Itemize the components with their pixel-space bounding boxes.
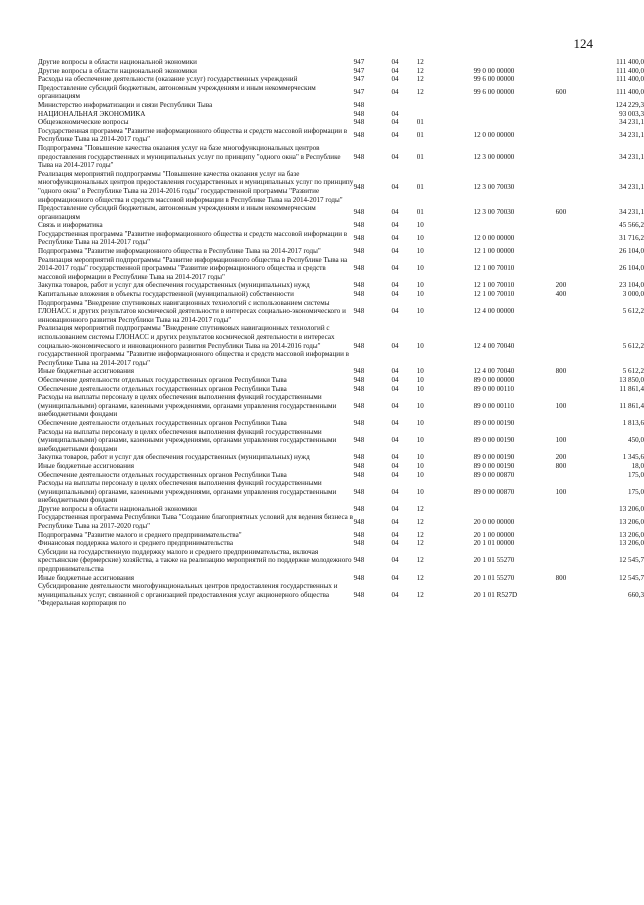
table-row xyxy=(38,471,644,480)
section-code: 04 xyxy=(391,307,399,316)
expense-type-code xyxy=(556,144,590,170)
item-name: Министерство информатизации и связи Республики Тыва xyxy=(38,100,213,109)
table-row xyxy=(38,58,644,67)
target-article-code: 89 0 00 00000 xyxy=(473,375,515,384)
target-article-code: 12 1 00 70010 xyxy=(473,264,515,273)
table-row xyxy=(38,247,644,256)
item-name: Обеспечение деятельности отдельных государственных органов Республики Тыва xyxy=(38,375,287,384)
subsection-code: 10 xyxy=(416,281,424,290)
section-code: 04 xyxy=(391,208,399,217)
section-code: 04 xyxy=(391,453,399,462)
department-code: 948 xyxy=(353,247,365,256)
item-name: Подпрограмма "Развитие малого и среднего предпринимательства" xyxy=(38,530,242,539)
subsection-code: 10 xyxy=(416,307,424,316)
section-code: 04 xyxy=(391,504,399,513)
amount: 34 231,1 xyxy=(619,152,644,161)
budget-table-body xyxy=(38,58,644,608)
section-code: 04 xyxy=(391,131,399,140)
subsection-code xyxy=(417,101,474,110)
subsection-code: 10 xyxy=(416,418,424,427)
amount: 11 861,4 xyxy=(619,384,644,393)
section-code: 04 xyxy=(391,66,399,75)
department-code: 948 xyxy=(353,517,365,526)
item-name: Расходы на выплаты персоналу в целях обеспечения выполнения функций государственными (муниципальными) органами, казенными учреждениями, органами управления государственными внебюджетными фондами xyxy=(38,393,337,419)
target-article-code: 20 0 00 00000 xyxy=(473,517,515,526)
expense-type-code xyxy=(556,299,590,325)
expense-type-code xyxy=(556,75,590,84)
expense-type-code xyxy=(556,230,590,247)
department-code: 948 xyxy=(353,504,365,513)
expense-type-code xyxy=(556,127,590,144)
item-name: Подпрограмма "Внедрение спутниковых навигационных технологий с использованием системы ГЛОНАСС и других результатов космической деятельности в интересах социально-экономического и инновационного развития Республики Тыва на 2014-2017 годы" xyxy=(38,298,346,324)
department-code: 948 xyxy=(353,208,365,217)
target-article-code: 12 1 00 70010 xyxy=(473,281,515,290)
amount: 13 206,0 xyxy=(619,517,644,526)
department-code: 948 xyxy=(353,470,365,479)
expense-type-code xyxy=(556,221,590,230)
target-article-code: 20 1 01 00000 xyxy=(473,539,515,548)
expense-type-code xyxy=(556,539,590,548)
item-name: Другие вопросы в области национальной экономики xyxy=(38,66,197,75)
amount: 13 206,0 xyxy=(619,530,644,539)
expense-type-code xyxy=(556,548,590,574)
budget-table xyxy=(38,58,644,608)
expense-type-code xyxy=(556,118,590,127)
department-code: 948 xyxy=(353,556,365,565)
section-code: 04 xyxy=(391,539,399,548)
subsection-code: 12 xyxy=(416,58,424,66)
amount: 34 231,1 xyxy=(619,131,644,140)
target-article-code: 20 1 01 55270 xyxy=(473,573,515,582)
department-code: 947 xyxy=(353,88,365,97)
subsection-code: 01 xyxy=(416,182,424,191)
section-code: 04 xyxy=(391,401,399,410)
subsection-code: 10 xyxy=(416,384,424,393)
subsection-code: 01 xyxy=(416,208,424,217)
table-row xyxy=(38,118,644,127)
department-code: 948 xyxy=(353,487,365,496)
expense-type-code xyxy=(556,513,590,530)
section-code: 04 xyxy=(391,341,399,350)
section-code: 04 xyxy=(391,375,399,384)
department-code: 948 xyxy=(353,100,365,109)
table-row xyxy=(38,582,644,608)
section-code: 04 xyxy=(391,247,399,256)
table-row xyxy=(38,281,644,290)
subsection-code: 01 xyxy=(416,118,424,127)
table-row xyxy=(38,170,644,204)
subsection-code: 12 xyxy=(416,517,424,526)
department-code: 947 xyxy=(353,75,365,84)
department-code: 948 xyxy=(353,131,365,140)
subsection-code: 12 xyxy=(416,66,424,75)
amount: 13 206,0 xyxy=(619,539,644,548)
subsection-code: 10 xyxy=(416,436,424,445)
amount: 5 612,2 xyxy=(622,307,644,316)
table-row xyxy=(38,67,644,76)
amount: 450,0 xyxy=(628,436,644,445)
item-name: Государственная программа "Развитие информационного общества и средств массовой информации в Республике Тыва на 2014-2017 годы" xyxy=(38,229,348,247)
section-code: 04 xyxy=(391,118,399,127)
table-row xyxy=(38,462,644,471)
table-row xyxy=(38,513,644,530)
department-code: 948 xyxy=(353,453,365,462)
table-row xyxy=(38,290,644,299)
department-code: 948 xyxy=(353,418,365,427)
table-row xyxy=(38,367,644,376)
subsection-code: 10 xyxy=(416,375,424,384)
section-code: 04 xyxy=(391,418,399,427)
expense-type-code xyxy=(556,419,590,428)
section-code: 04 xyxy=(391,556,399,565)
table-row xyxy=(38,256,644,282)
department-code: 948 xyxy=(353,264,365,273)
section-code: 04 xyxy=(391,221,399,230)
section-code: 04 xyxy=(391,367,399,376)
amount: 13 206,0 xyxy=(619,504,644,513)
expense-type-code xyxy=(556,505,590,514)
target-article-code: 12 3 00 70030 xyxy=(473,208,515,217)
table-row xyxy=(38,376,644,385)
amount: 660,3 xyxy=(628,590,644,599)
department-code: 948 xyxy=(353,182,365,191)
item-name: Государственная программа Республики Тыва "Создание благоприятных условий для ведения бизнеса в Республике Тыва на 2017-2020 годы" xyxy=(38,513,353,531)
target-article-code xyxy=(474,58,556,67)
department-code: 948 xyxy=(353,461,365,470)
item-name: Предоставление субсидий бюджетным, автономным учреждениям и иным некоммерческим организациям xyxy=(38,83,316,101)
expense-type-code xyxy=(556,531,590,540)
expense-type-code: 100 xyxy=(555,487,567,496)
subsection-code: 12 xyxy=(416,530,424,539)
subsection-code: 10 xyxy=(416,461,424,470)
item-name: Субсидирование деятельности многофункциональных центров предоставления государственных и муниципальных услуг, связанной с организацией предоставления услуг акционерного общества "Федеральная корпорация по xyxy=(38,582,338,608)
expense-type-code: 600 xyxy=(555,88,567,97)
amount: 26 104,0 xyxy=(619,247,644,256)
section-code: 04 xyxy=(391,590,399,599)
expense-type-code xyxy=(556,256,590,282)
expense-type-code: 800 xyxy=(555,367,567,376)
target-article-code: 12 1 00 70010 xyxy=(473,290,515,299)
amount: 34 231,1 xyxy=(619,208,644,217)
target-article-code xyxy=(474,110,556,119)
expense-type-code: 600 xyxy=(555,208,567,217)
table-row xyxy=(38,101,644,110)
section-code: 04 xyxy=(391,58,399,66)
section-code: 04 xyxy=(391,290,399,299)
subsection-code: 10 xyxy=(416,401,424,410)
expense-type-code xyxy=(556,110,590,119)
section-code: 04 xyxy=(391,109,399,118)
table-row xyxy=(38,419,644,428)
expense-type-code xyxy=(556,67,590,76)
amount: 1 345,6 xyxy=(622,453,644,462)
table-row xyxy=(38,324,644,367)
target-article-code: 12 3 00 70030 xyxy=(473,182,515,191)
department-code: 948 xyxy=(353,152,365,161)
section-code: 04 xyxy=(391,281,399,290)
amount: 12 545,7 xyxy=(619,573,644,582)
item-name: Реализация мероприятий подпрограммы "Повышение качества оказания услуг на базе многофункциональных центров предоставления государственных и муниципальных услуг по принципу "одного окна" в Республике Тыва на 2014-2016 годы" государственной программы "Развитие информационного общества и средств массовой информации в Республике Тыва на 2014-2017 годы" xyxy=(38,169,354,204)
target-article-code: 12 4 00 70040 xyxy=(473,367,515,376)
expense-type-code xyxy=(556,376,590,385)
table-row xyxy=(38,479,644,505)
department-code: 948 xyxy=(353,341,365,350)
table-row xyxy=(38,548,644,574)
amount: 175,0 xyxy=(628,487,644,496)
item-name: Закупка товаров, работ и услуг для обеспечения государственных (муниципальных) нужд xyxy=(38,281,310,290)
amount: 93 003,3 xyxy=(619,109,644,118)
target-article-code: 89 0 00 00190 xyxy=(473,418,515,427)
expense-type-code: 100 xyxy=(555,436,567,445)
item-name: Реализация мероприятий подпрограммы "Развитие информационного общества в Республике Тыва на 2014-2017 годы" государственной программы "Развитие информационного общества и средств массовой информации в Республике Тыва на 2014-2017 годы" xyxy=(38,255,348,281)
item-name: Расходы на обеспечение деятельности (оказание услуг) государственных учреждений xyxy=(38,75,298,84)
amount: 1 813,6 xyxy=(622,418,644,427)
item-name: Расходы на выплаты персоналу в целях обеспечения выполнения функций государственными (муниципальными) органами, казенными учреждениями, органами управления государственными внебюджетными фондами xyxy=(38,427,337,453)
expense-type-code xyxy=(556,385,590,394)
target-article-code xyxy=(474,505,556,514)
target-article-code: 99 0 00 00000 xyxy=(473,66,515,75)
item-name: Обеспечение деятельности отдельных государственных органов Республики Тыва xyxy=(38,384,287,393)
item-name: Финансовая поддержка малого и среднего предпринимательства xyxy=(38,539,234,548)
table-row xyxy=(38,230,644,247)
section-code: 04 xyxy=(391,182,399,191)
subsection-code xyxy=(417,110,474,119)
target-article-code: 12 3 00 00000 xyxy=(473,152,515,161)
section-code: 04 xyxy=(391,487,399,496)
subsection-code: 10 xyxy=(416,341,424,350)
expense-type-code: 100 xyxy=(555,401,567,410)
amount: 111 400,0 xyxy=(616,58,644,66)
table-row xyxy=(38,539,644,548)
department-code: 948 xyxy=(353,530,365,539)
amount: 45 566,2 xyxy=(619,221,644,230)
table-row xyxy=(38,127,644,144)
item-name: Предоставление субсидий бюджетным, автономным учреждениям и иным некоммерческим организациям xyxy=(38,204,316,221)
item-name: Иные бюджетные ассигнования xyxy=(38,367,135,376)
target-article-code: 20 1 00 00000 xyxy=(473,530,515,539)
amount: 23 104,0 xyxy=(619,281,644,290)
item-name: Расходы на выплаты персоналу в целях обеспечения выполнения функций государственными (муниципальными) органами, казенными учреждениями, органами управления государственными внебюджетными фондами xyxy=(38,479,337,505)
item-name: Подпрограмма "Развитие информационного общества в Республике Тыва на 2014-2017 годы" xyxy=(38,247,321,256)
expense-type-code: 800 xyxy=(555,573,567,582)
department-code: 948 xyxy=(353,234,365,243)
item-name: Реализация мероприятий подпрограммы "Внедрение спутниковых навигационных технологий с использованием системы ГЛОНАСС и других результатов космической деятельности в интересах социально-экономического и инновационного развития Республики Тыва на 2014-2016 годы" государственной программы "Развитие информационного общества и средств массовой информации в Республике Тыва на 2014-2017 годы" xyxy=(38,324,349,367)
table-row xyxy=(38,299,644,325)
item-name: Другие вопросы в области национальной экономики xyxy=(38,504,197,513)
target-article-code: 99 6 00 00000 xyxy=(473,75,515,84)
department-code: 948 xyxy=(353,375,365,384)
table-row xyxy=(38,204,644,221)
amount: 5 612,2 xyxy=(622,341,644,350)
target-article-code: 20 1 01 55270 xyxy=(473,556,515,565)
subsection-code: 10 xyxy=(416,221,424,230)
item-name: Связь и информатика xyxy=(38,221,103,230)
section-code: 04 xyxy=(391,264,399,273)
item-name: Обеспечение деятельности отдельных государственных органов Республики Тыва xyxy=(38,470,287,479)
target-article-code: 12 0 00 00000 xyxy=(473,131,515,140)
department-code: 948 xyxy=(353,307,365,316)
amount: 34 231,1 xyxy=(619,118,644,127)
amount: 111 400,0 xyxy=(616,75,644,84)
amount: 31 716,2 xyxy=(619,234,644,243)
target-article-code: 12 4 00 00000 xyxy=(473,307,515,316)
subsection-code: 10 xyxy=(416,264,424,273)
section-code: 04 xyxy=(391,436,399,445)
department-code: 948 xyxy=(353,401,365,410)
subsection-code: 12 xyxy=(416,88,424,97)
table-row xyxy=(38,110,644,119)
expense-type-code xyxy=(556,582,590,608)
target-article-code: 89 0 00 00110 xyxy=(473,401,515,410)
amount: 175,0 xyxy=(628,470,644,479)
item-name: Государственная программа "Развитие информационного общества и средств массовой информации в Республике Тыва на 2014-2017 годы" xyxy=(38,126,348,144)
subsection-code: 12 xyxy=(416,573,424,582)
target-article-code: 89 0 00 00190 xyxy=(473,436,515,445)
item-name: Общеэкономические вопросы xyxy=(38,118,129,127)
subsection-code: 01 xyxy=(416,131,424,140)
subsection-code: 10 xyxy=(416,367,424,376)
expense-type-code: 200 xyxy=(555,281,567,290)
subsection-code: 10 xyxy=(416,247,424,256)
department-code: 947 xyxy=(353,58,365,66)
item-name: Обеспечение деятельности отдельных государственных органов Республики Тыва xyxy=(38,418,287,427)
department-code: 948 xyxy=(353,539,365,548)
table-row xyxy=(38,393,644,419)
subsection-code: 10 xyxy=(416,487,424,496)
item-name: Капитальные вложения в объекты государственной (муниципальной) собственности xyxy=(38,290,294,299)
table-row xyxy=(38,385,644,394)
target-article-code: 12 0 00 00000 xyxy=(473,234,515,243)
subsection-code: 01 xyxy=(416,152,424,161)
target-article-code: 89 0 00 00190 xyxy=(473,453,515,462)
table-row xyxy=(38,75,644,84)
department-code: 948 xyxy=(353,109,365,118)
section-code: 04 xyxy=(391,530,399,539)
subsection-code: 12 xyxy=(416,75,424,84)
section-code: 04 xyxy=(391,517,399,526)
amount: 11 861,4 xyxy=(619,401,644,410)
amount: 34 231,1 xyxy=(619,182,644,191)
table-row xyxy=(38,144,644,170)
expense-type-code: 200 xyxy=(555,453,567,462)
section-code xyxy=(392,101,417,110)
target-article-code: 89 0 00 00110 xyxy=(473,384,515,393)
item-name: Субсидии на государственную поддержку малого и среднего предпринимательства, включая крестьянские (фермерские) хозяйства, а также на реализацию мероприятий по поддержке молодежного предпринимательства xyxy=(38,547,352,574)
table-row xyxy=(38,428,644,454)
department-code: 948 xyxy=(353,384,365,393)
target-article-code xyxy=(474,221,556,230)
page-number: 124 xyxy=(573,36,593,51)
subsection-code: 10 xyxy=(416,290,424,299)
target-article-code: 89 0 00 00870 xyxy=(473,487,515,496)
amount: 5 612,2 xyxy=(622,367,644,376)
amount: 124 229,3 xyxy=(615,100,644,109)
section-code: 04 xyxy=(391,75,399,84)
section-code: 04 xyxy=(391,461,399,470)
subsection-code: 12 xyxy=(416,556,424,565)
subsection-code: 12 xyxy=(416,539,424,548)
table-row xyxy=(38,505,644,514)
target-article-code: 12 1 00 00000 xyxy=(473,247,515,256)
amount: 12 545,7 xyxy=(619,556,644,565)
table-row xyxy=(38,221,644,230)
expense-type-code xyxy=(556,101,590,110)
amount: 26 104,0 xyxy=(619,264,644,273)
target-article-code: 89 0 00 00190 xyxy=(473,461,515,470)
target-article-code: 12 4 00 70040 xyxy=(473,341,515,350)
subsection-code: 10 xyxy=(416,470,424,479)
amount: 18,0 xyxy=(631,461,644,470)
department-code: 948 xyxy=(353,118,365,127)
department-code: 947 xyxy=(353,66,365,75)
expense-type-code xyxy=(556,247,590,256)
amount: 111 400,0 xyxy=(616,88,644,97)
item-name: Другие вопросы в области национальной экономики xyxy=(38,58,197,66)
department-code: 948 xyxy=(353,573,365,582)
department-code: 948 xyxy=(353,367,365,376)
subsection-code: 10 xyxy=(416,453,424,462)
expense-type-code xyxy=(556,170,590,204)
department-code: 948 xyxy=(353,290,365,299)
expense-type-code xyxy=(556,58,590,67)
item-name: Закупка товаров, работ и услуг для обеспечения государственных (муниципальных) нужд xyxy=(38,453,310,462)
department-code: 948 xyxy=(353,281,365,290)
subsection-code: 10 xyxy=(416,234,424,243)
target-article-code: 20 1 01 R527D xyxy=(473,590,518,599)
item-name: Иные бюджетные ассигнования xyxy=(38,461,135,470)
expense-type-code xyxy=(556,324,590,367)
table-row xyxy=(38,453,644,462)
target-article-code: 99 6 00 00000 xyxy=(473,88,515,97)
target-article-code: 89 0 00 00870 xyxy=(473,470,515,479)
section-code: 04 xyxy=(391,88,399,97)
amount: 111 400,0 xyxy=(616,66,644,75)
section-code: 04 xyxy=(391,152,399,161)
expense-type-code xyxy=(556,471,590,480)
item-name: Подпрограмма "Повышение качества оказания услуг на базе многофункциональных центров предоставления государственных и муниципальных услуг по принципу "одного окна" в Республике Тыва на 2014-2017 годы" xyxy=(38,143,341,170)
table-row xyxy=(38,531,644,540)
item-name: Иные бюджетные ассигнования xyxy=(38,573,135,582)
section-code: 04 xyxy=(391,470,399,479)
amount: 13 850,0 xyxy=(619,375,644,384)
subsection-code: 12 xyxy=(416,504,424,513)
target-article-code xyxy=(474,118,556,127)
section-code: 04 xyxy=(391,234,399,243)
amount: 3 000,0 xyxy=(622,290,644,299)
department-code: 948 xyxy=(353,221,365,230)
table-row xyxy=(38,84,644,101)
subsection-code: 12 xyxy=(416,590,424,599)
expense-type-code: 800 xyxy=(555,461,567,470)
item-name: НАЦИОНАЛЬНАЯ ЭКОНОМИКА xyxy=(38,109,146,118)
table-row xyxy=(38,574,644,583)
department-code: 948 xyxy=(353,590,365,599)
expense-type-code: 400 xyxy=(555,290,567,299)
target-article-code xyxy=(474,101,556,110)
section-code: 04 xyxy=(391,384,399,393)
department-code: 948 xyxy=(353,436,365,445)
section-code: 04 xyxy=(391,573,399,582)
